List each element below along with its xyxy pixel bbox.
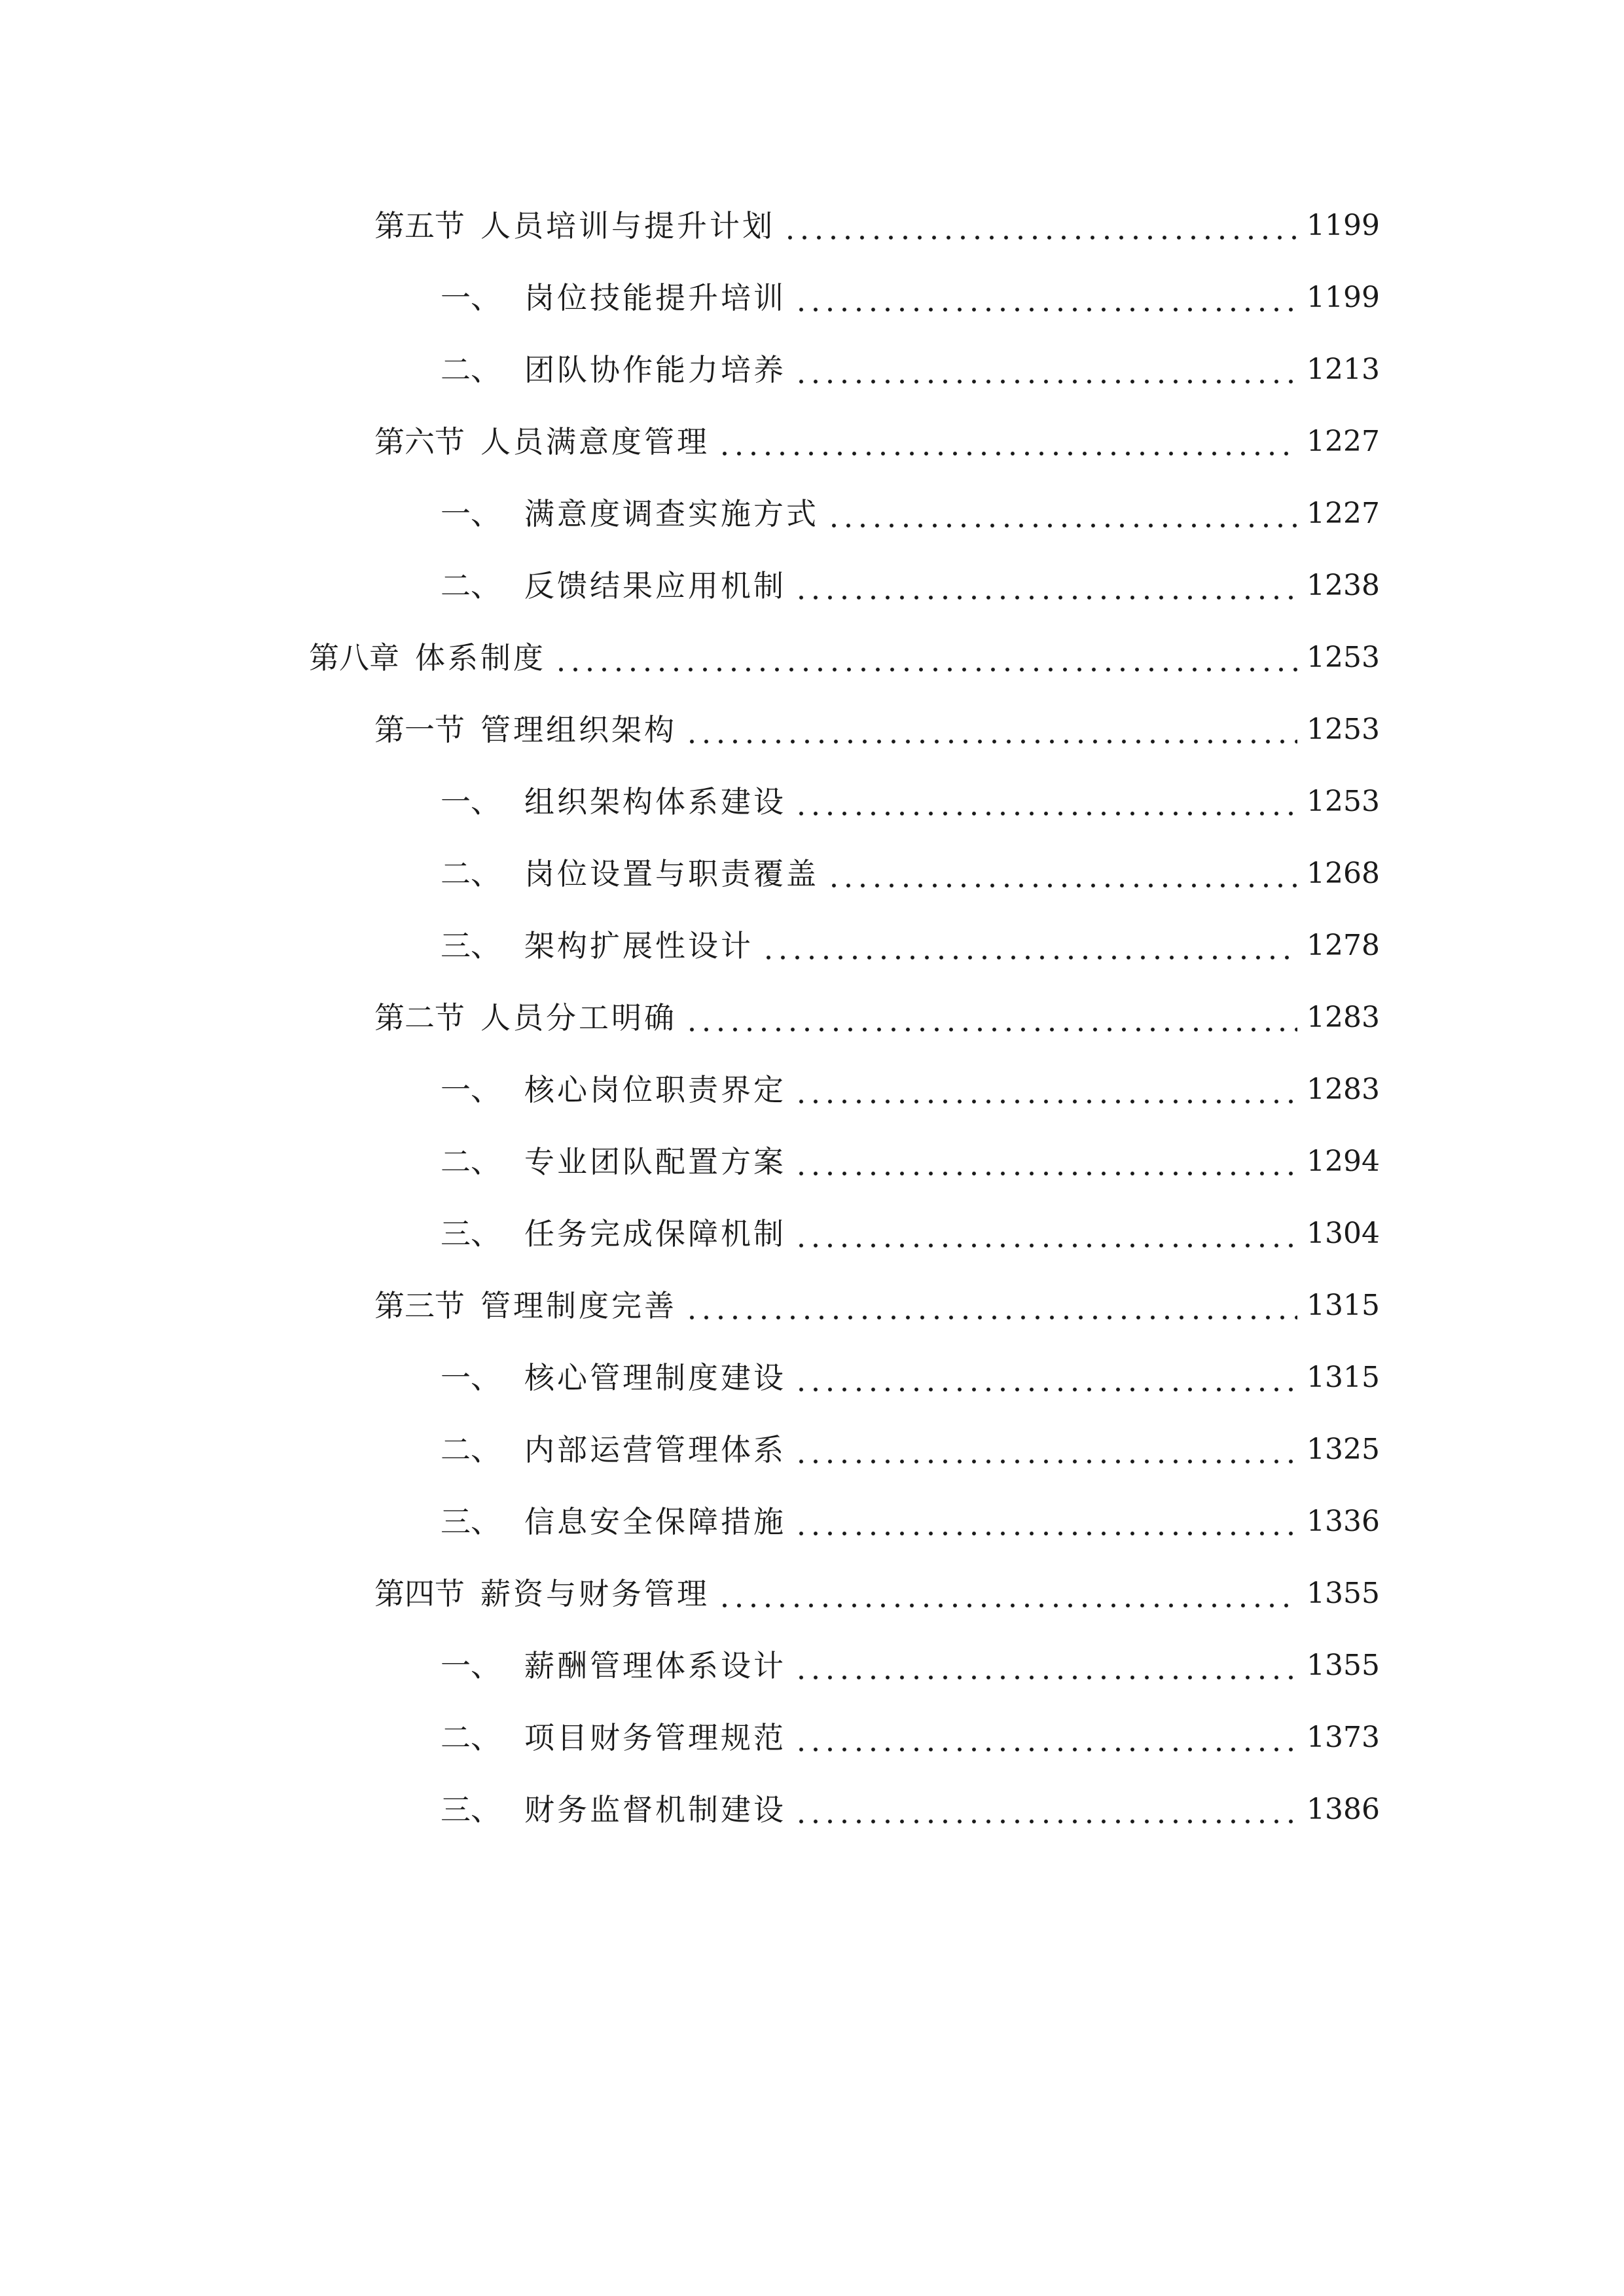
dot-leader	[761, 931, 1297, 961]
toc-entry-section[interactable]	[0, 406, 1624, 478]
toc-entry-number: 第四节	[374, 1576, 465, 1611]
dot-leader	[794, 1075, 1297, 1105]
toc-entry-subsection[interactable]	[0, 1198, 1624, 1270]
dot-leader	[827, 499, 1297, 529]
toc-entry-subsection[interactable]	[0, 1054, 1624, 1126]
toc-entry-page: 1355	[1307, 1577, 1380, 1610]
dot-leader	[685, 1003, 1297, 1033]
toc-entry-title: 内部运营管理体系	[524, 1432, 786, 1467]
toc-entry-page: 1315	[1307, 1361, 1380, 1394]
toc-entry-page: 1253	[1307, 641, 1380, 674]
toc-entry-number: 第六节	[374, 424, 465, 459]
toc-entry-subsection[interactable]	[0, 910, 1624, 982]
toc-entry-subsection[interactable]	[0, 478, 1624, 550]
toc-entry-subsection[interactable]	[0, 1774, 1624, 1846]
toc-entry-section[interactable]	[0, 694, 1624, 766]
toc-entry-number: 一、	[441, 280, 501, 315]
table-of-contents	[0, 190, 1624, 1846]
toc-entry-number: 第二节	[374, 1000, 465, 1035]
toc-entry-title: 管理制度完善	[480, 1288, 677, 1323]
toc-entry-number: 二、	[441, 1144, 501, 1179]
toc-entry-number: 第一节	[374, 712, 465, 747]
toc-entry-subsection[interactable]	[0, 334, 1624, 406]
dot-leader	[794, 787, 1297, 817]
toc-entry-section[interactable]	[0, 1558, 1624, 1630]
dot-leader	[794, 283, 1297, 313]
toc-entry-page: 1253	[1307, 713, 1380, 746]
dot-leader	[794, 571, 1297, 601]
toc-entry-number: 三、	[441, 1216, 501, 1251]
toc-entry-section[interactable]	[0, 190, 1624, 262]
dot-leader	[554, 643, 1297, 673]
dot-leader	[794, 1219, 1297, 1249]
dot-leader	[794, 355, 1297, 385]
toc-entry-page: 1315	[1307, 1289, 1380, 1322]
toc-entry-page: 1227	[1307, 425, 1380, 458]
toc-entry-page: 1227	[1307, 497, 1380, 530]
toc-entry-subsection[interactable]	[0, 1342, 1624, 1414]
toc-entry-page: 1386	[1307, 1793, 1380, 1826]
toc-entry-page: 1294	[1307, 1145, 1380, 1178]
dot-leader	[794, 1723, 1297, 1753]
toc-entry-number: 三、	[441, 928, 501, 963]
toc-entry-title: 薪资与财务管理	[480, 1576, 710, 1611]
toc-entry-number: 二、	[441, 1432, 501, 1467]
dot-leader	[794, 1651, 1297, 1681]
toc-entry-title: 管理组织架构	[480, 712, 677, 747]
toc-entry-section[interactable]	[0, 982, 1624, 1054]
toc-entry-section[interactable]	[0, 1270, 1624, 1342]
toc-entry-number: 二、	[441, 1720, 501, 1755]
toc-entry-page: 1268	[1307, 857, 1380, 890]
toc-entry-title: 满意度调查实施方式	[524, 496, 819, 531]
toc-entry-number: 一、	[441, 496, 501, 531]
toc-entry-number: 第三节	[374, 1288, 465, 1323]
toc-entry-number: 二、	[441, 568, 501, 603]
toc-entry-title: 人员培训与提升计划	[480, 208, 775, 243]
toc-entry-title: 任务完成保障机制	[524, 1216, 786, 1251]
toc-entry-title: 核心管理制度建设	[524, 1360, 786, 1395]
toc-entry-title: 架构扩展性设计	[524, 928, 753, 963]
toc-entry-page: 1355	[1307, 1649, 1380, 1682]
toc-entry-number: 二、	[441, 352, 501, 387]
toc-entry-page: 1253	[1307, 785, 1380, 818]
toc-entry-title: 团队协作能力培养	[524, 352, 786, 387]
toc-entry-title: 人员满意度管理	[480, 424, 710, 459]
toc-entry-title: 岗位设置与职责覆盖	[524, 856, 819, 891]
toc-entry-page: 1283	[1307, 1073, 1380, 1106]
toc-entry-subsection[interactable]	[0, 838, 1624, 910]
toc-entry-number: 第五节	[374, 208, 465, 243]
toc-entry-number: 一、	[441, 1648, 501, 1683]
toc-entry-page: 1213	[1307, 353, 1380, 386]
toc-entry-title: 组织架构体系建设	[524, 784, 786, 819]
toc-entry-subsection[interactable]	[0, 262, 1624, 334]
toc-entry-number: 二、	[441, 856, 501, 891]
toc-entry-subsection[interactable]	[0, 1414, 1624, 1486]
toc-entry-number: 三、	[441, 1504, 501, 1539]
toc-entry-page: 1199	[1307, 209, 1380, 242]
toc-entry-chapter[interactable]	[0, 622, 1624, 694]
toc-entry-page: 1199	[1307, 281, 1380, 314]
dot-leader	[827, 859, 1297, 889]
toc-entry-number: 三、	[441, 1792, 501, 1827]
toc-entry-title: 核心岗位职责界定	[524, 1072, 786, 1107]
toc-entry-number: 一、	[441, 1360, 501, 1395]
toc-entry-number: 一、	[441, 1072, 501, 1107]
toc-entry-page: 1278	[1307, 929, 1380, 962]
toc-entry-page: 1304	[1307, 1217, 1380, 1250]
dot-leader	[794, 1507, 1297, 1537]
toc-entry-title: 体系制度	[415, 640, 546, 675]
toc-entry-number: 一、	[441, 784, 501, 819]
toc-entry-title: 薪酬管理体系设计	[524, 1648, 786, 1683]
dot-leader	[783, 211, 1297, 241]
toc-entry-title: 专业团队配置方案	[524, 1144, 786, 1179]
toc-entry-subsection[interactable]	[0, 766, 1624, 838]
dot-leader	[794, 1363, 1297, 1393]
toc-entry-subsection[interactable]	[0, 1126, 1624, 1198]
toc-entry-subsection[interactable]	[0, 550, 1624, 622]
toc-entry-page: 1238	[1307, 569, 1380, 602]
dot-leader	[794, 1435, 1297, 1465]
toc-entry-subsection[interactable]	[0, 1486, 1624, 1558]
toc-entry-title: 项目财务管理规范	[524, 1720, 786, 1755]
dot-leader	[794, 1147, 1297, 1177]
dot-leader	[717, 427, 1297, 457]
toc-entry-page: 1325	[1307, 1433, 1380, 1466]
toc-entry-page: 1283	[1307, 1001, 1380, 1034]
dot-leader	[717, 1579, 1297, 1609]
toc-entry-page: 1373	[1307, 1721, 1380, 1754]
toc-entry-title: 岗位技能提升培训	[524, 280, 786, 315]
toc-entry-number: 第八章	[309, 640, 399, 675]
toc-entry-title: 信息安全保障措施	[524, 1504, 786, 1539]
dot-leader	[685, 1291, 1297, 1321]
toc-entry-title: 人员分工明确	[480, 1000, 677, 1035]
toc-entry-subsection[interactable]	[0, 1630, 1624, 1702]
toc-entry-subsection[interactable]	[0, 1702, 1624, 1774]
toc-entry-title: 反馈结果应用机制	[524, 568, 786, 603]
toc-entry-page: 1336	[1307, 1505, 1380, 1538]
toc-entry-title: 财务监督机制建设	[524, 1792, 786, 1827]
dot-leader	[685, 715, 1297, 745]
dot-leader	[794, 1795, 1297, 1825]
